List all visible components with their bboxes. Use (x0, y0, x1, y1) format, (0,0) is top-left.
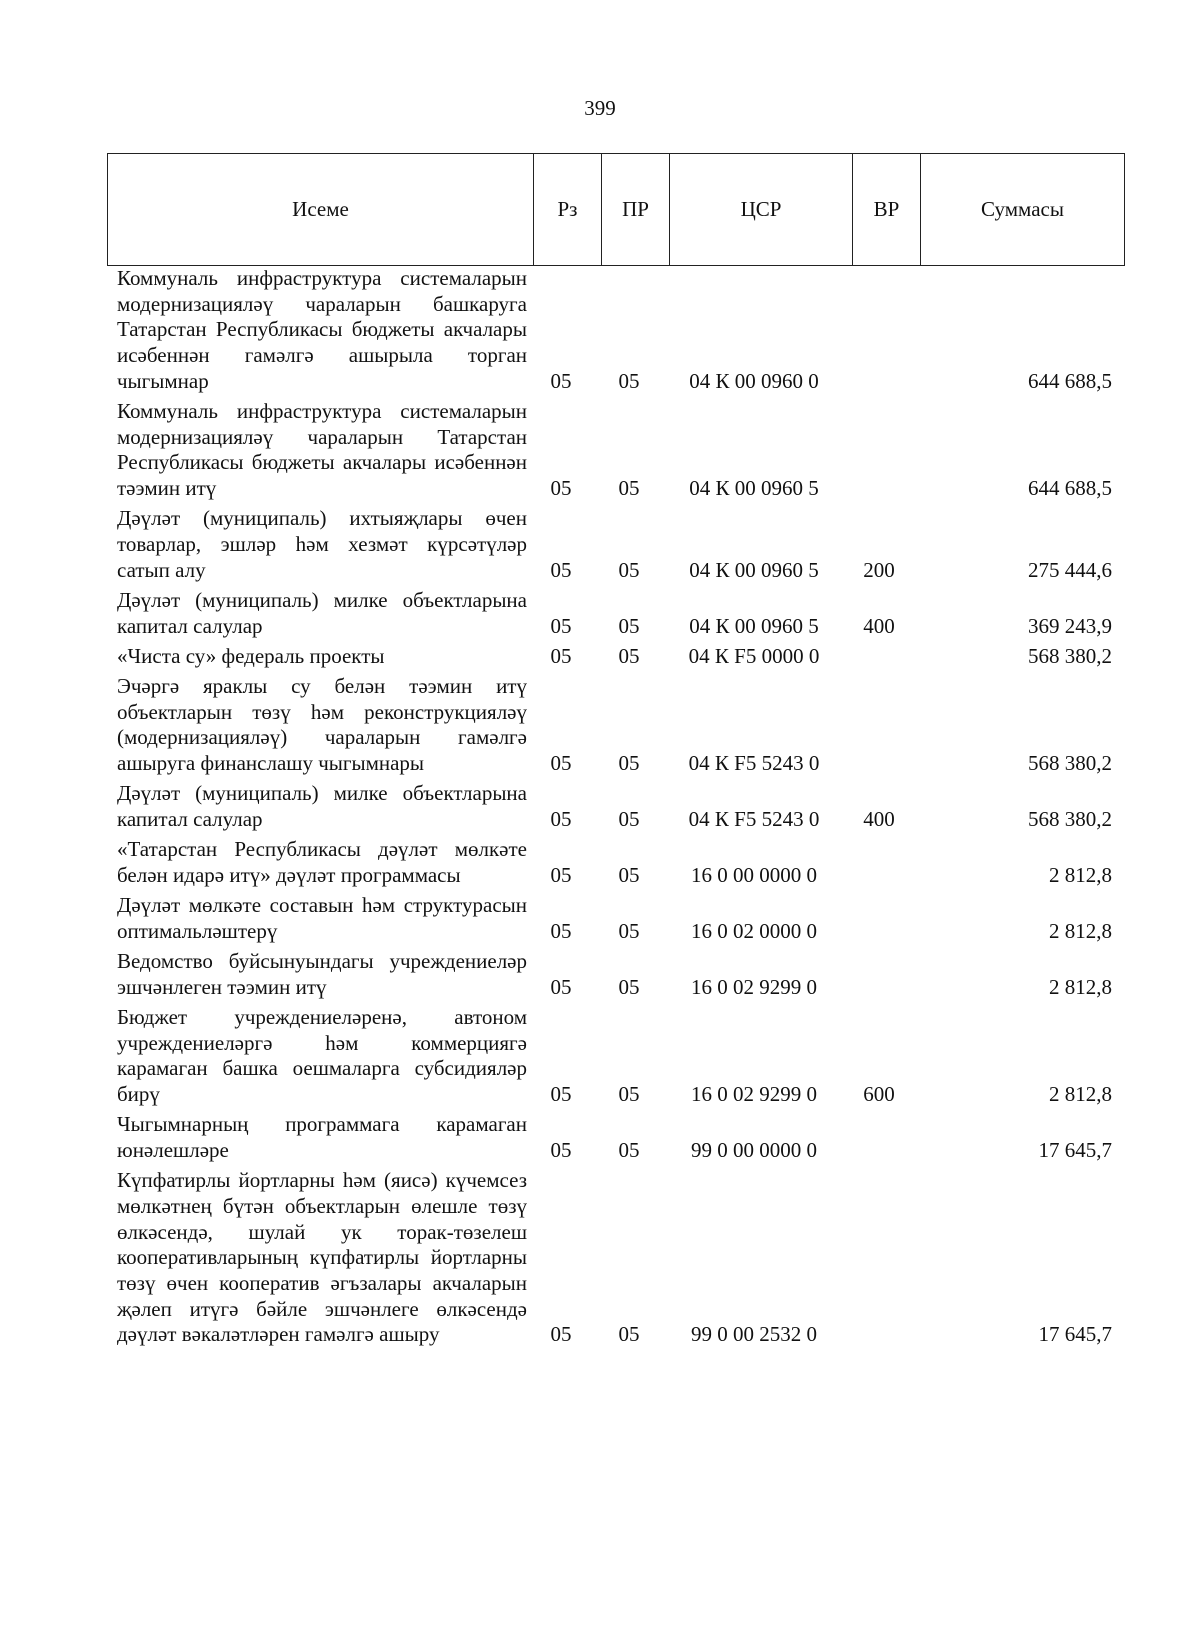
row-name: Дәүләт (муниципаль) милке объектларына капитал салулар (117, 781, 527, 832)
row-csr: 16 0 02 0000 0 (691, 918, 817, 943)
header-rz: Рз (534, 154, 602, 266)
table-row (107, 506, 1124, 583)
row-name: Коммуналь инфраструктура системаларын модернизацияләү чараларын Татарстан Республикасы бюджеты акчалары исәбеннән тәэмин итү (117, 399, 527, 501)
row-rz: 05 (550, 1082, 572, 1107)
row-vr: 400 (863, 613, 895, 638)
row-rz: 05 (550, 1138, 572, 1162)
row-vr: 600 (863, 1082, 895, 1107)
row-sum: 644 688,5 (1028, 476, 1112, 501)
table-row (107, 781, 1124, 832)
row-csr: 16 0 02 9299 0 (691, 974, 817, 999)
header-name: Исеме (108, 154, 534, 266)
table-row (107, 644, 1124, 670)
row-rz: 05 (550, 751, 572, 776)
row-rz: 05 (550, 862, 572, 887)
row-csr: 99 0 00 2532 0 (691, 1322, 817, 1347)
header-pr: ПР (602, 154, 670, 266)
row-vr: 400 (863, 807, 895, 832)
row-sum: 17 645,7 (1038, 1138, 1112, 1162)
table-row (107, 1112, 1124, 1163)
row-sum: 2 812,8 (1049, 1082, 1112, 1107)
row-name: Ведомство буйсынуындагы учреждениеләр эшчәнлеген тәэмин итү (117, 949, 527, 999)
table-body (107, 266, 1124, 1353)
table-row (107, 399, 1124, 502)
row-pr: 05 (618, 807, 640, 832)
row-sum: 644 688,5 (1028, 368, 1112, 393)
row-sum: 2 812,8 (1049, 918, 1112, 943)
row-pr: 05 (618, 643, 640, 668)
row-csr: 04 К 00 0960 5 (689, 557, 819, 582)
table-row (107, 266, 1124, 395)
row-name: Дәүләт (муниципаль) ихтыяҗлары өчен товарлар, эшләр һәм хезмәт күрсәтүләр сатып алу (117, 506, 527, 582)
row-sum: 17 645,7 (1038, 1322, 1112, 1347)
table-row (107, 588, 1124, 639)
table-header (107, 153, 1125, 266)
row-csr: 99 0 00 0000 0 (691, 1138, 817, 1162)
row-name: Коммуналь инфраструктура системаларын модернизацияләү чараларын башкаруга Татарстан Республикасы бюджеты акчалары исәбеннән гамәлгә ашырыла торган чыгымнар (117, 266, 527, 393)
row-csr: 04 К 00 0960 0 (689, 368, 819, 393)
row-rz: 05 (550, 643, 572, 668)
row-sum: 568 380,2 (1028, 751, 1112, 776)
row-pr: 05 (618, 918, 640, 943)
row-csr: 04 К F5 5243 0 (688, 751, 820, 776)
row-rz: 05 (550, 974, 572, 999)
row-rz: 05 (550, 368, 572, 393)
table-row (107, 1005, 1124, 1108)
row-name: «Чиста су» федераль проекты (117, 643, 385, 668)
row-rz: 05 (550, 557, 572, 582)
row-rz: 05 (550, 1322, 572, 1347)
row-sum: 568 380,2 (1028, 807, 1112, 832)
row-sum: 568 380,2 (1028, 643, 1112, 668)
row-name: Күпфатирлы йортларны һәм (яисә) күчемсез мөлкәтнең бүтән объектларын өлешле төзү өлкәсендә, шулай ук торак-төзелеш кооперативларының күпфатирлы йортларны төзү өчен кооператив әгъзалары акчаларын җәлеп итүгә бәйле эшчәнлеге өлкәсендә дәүләт вәкаләтләрен гамәлгә ашыру (117, 1168, 527, 1347)
row-name: Чыгымнарның программага карамаган юнәлешләре (117, 1112, 527, 1162)
table-row (107, 1168, 1124, 1348)
header-csr: ЦСР (670, 154, 853, 266)
row-csr: 04 К F5 0000 0 (688, 643, 820, 668)
row-pr: 05 (618, 974, 640, 999)
row-csr: 04 К 00 0960 5 (689, 476, 819, 501)
row-name: Эчәргә яраклы су белән тәэмин итү объектларын төзү һәм реконструкцияләү (модернизацияләү) чараларын гамәлгә ашыруга финанслашу чыгымнары (117, 674, 527, 776)
row-name: Дәүләт (муниципаль) милке объектларына капитал салулар (117, 587, 527, 638)
table-row (107, 674, 1124, 777)
row-sum: 2 812,8 (1049, 862, 1112, 887)
header-sum: Суммасы (921, 154, 1125, 266)
row-pr: 05 (618, 1082, 640, 1107)
row-sum: 2 812,8 (1049, 974, 1112, 999)
row-pr: 05 (618, 557, 640, 582)
row-sum: 275 444,6 (1028, 557, 1112, 582)
row-pr: 05 (618, 862, 640, 887)
row-name: «Татарстан Республикасы дәүләт мөлкәте белән идарә итү» дәүләт программасы (117, 837, 527, 887)
row-pr: 05 (618, 1138, 640, 1162)
page-number: 399 (584, 96, 616, 120)
row-csr: 04 К 00 0960 5 (689, 613, 819, 638)
row-rz: 05 (550, 807, 572, 832)
table-row (107, 837, 1124, 888)
row-rz: 05 (550, 613, 572, 638)
row-rz: 05 (550, 918, 572, 943)
row-pr: 05 (618, 368, 640, 393)
table-row (107, 893, 1124, 944)
row-rz: 05 (550, 476, 572, 501)
row-csr: 16 0 02 9299 0 (691, 1082, 817, 1107)
header-vr: ВР (853, 154, 921, 266)
row-csr: 04 К F5 5243 0 (688, 807, 820, 832)
row-pr: 05 (618, 476, 640, 501)
row-pr: 05 (618, 1322, 640, 1347)
row-name: Дәүләт мөлкәте составын һәм структурасын оптимальләштерү (117, 893, 527, 943)
row-pr: 05 (618, 751, 640, 776)
row-vr: 200 (863, 557, 895, 582)
table-row (107, 949, 1124, 1000)
row-pr: 05 (618, 613, 640, 638)
row-sum: 369 243,9 (1028, 613, 1112, 638)
row-name: Бюджет учреждениеләренә, автоном учреждениеләргә һәм коммерциягә карамаган башка оешмаларга субсидияләр бирү (117, 1004, 527, 1107)
row-csr: 16 0 00 0000 0 (691, 862, 817, 887)
